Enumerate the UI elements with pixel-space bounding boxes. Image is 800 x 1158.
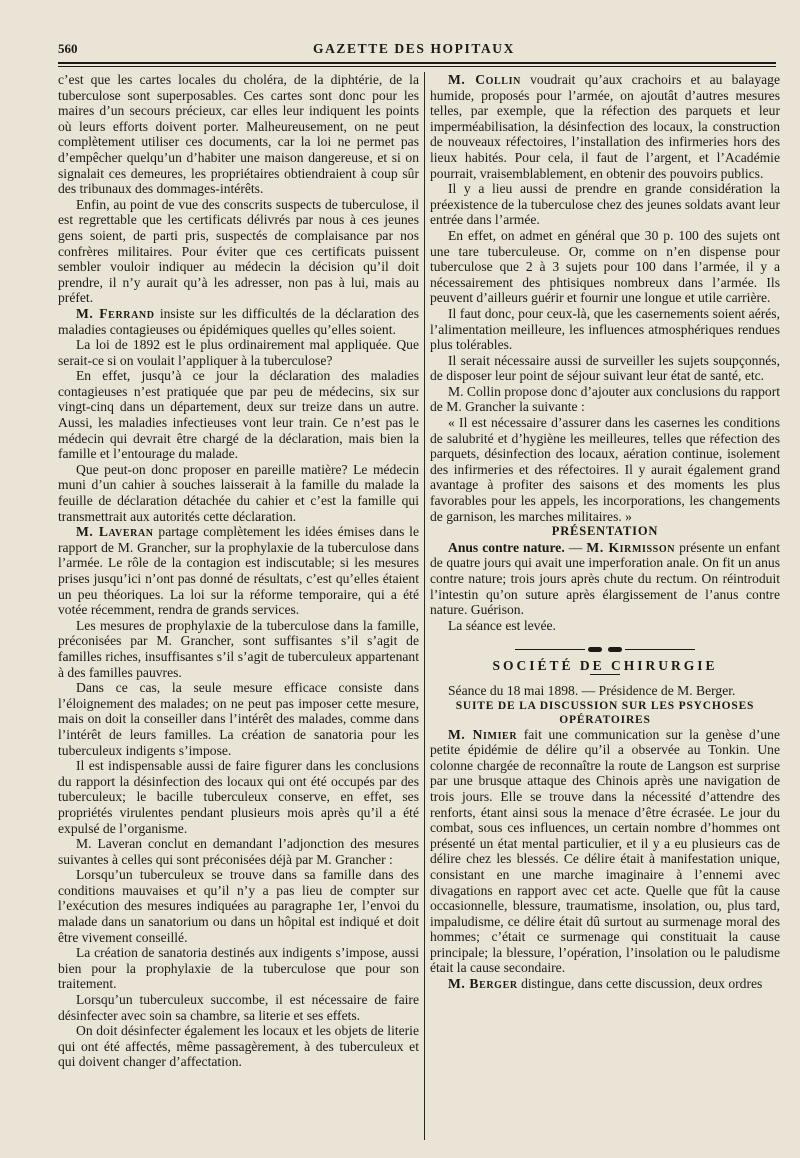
entry-title: Anus contre nature. xyxy=(448,539,565,555)
ornament-dot xyxy=(608,647,622,652)
paragraph: En effet, on admet en général que 30 p. 100 des sujets ont une tare tuberculeuse. Or, comme on n’en dispense pour tuberculose que 2 à 3 sujets pour 100 dans l’armée, il y a nécessairement des phtisiques nombreux dans l’armée. Ils peuvent d’ailleurs guérir et fournir une longue et utile carrière. xyxy=(430,227,780,306)
speaker-name: M. Laveran xyxy=(76,524,154,540)
paragraph: Dans ce cas, la seule mesure efficace consiste dans l’éloignement des malades; on ne peut pas imposer cette mesure, mais on doit la conseiller dans l’intérêt des malades, comme dans l’intérêt de leurs familles. La création de sanatoria pour les tuberculeux indigents s’impose. xyxy=(58,680,419,758)
paragraph-text: voudrait qu’aux crachoirs et au balayage humide, proposés pour l’armée, on ajoutât d’autres mesures telles, par exemple, que la réfection des parquets et leur imperméabilisation, la désinfection des locaux, la construction de nouveaux réfectoires, l’installation des infirmeries hors des lieux habités. Pour cela, il faut de l’argent, et l’Académie pourrait, vraisemblablement, en obtenir des pouvoirs publics. xyxy=(430,72,780,181)
short-rule xyxy=(590,674,620,675)
speaker-name: M. Kirmisson xyxy=(586,539,676,555)
speaker-name: M. Berger xyxy=(448,976,518,992)
paragraph: La loi de 1892 est le plus ordinairement mal appliquée. Que serait-ce si on voulait l’appliquer à la tuberculose? xyxy=(58,337,419,368)
paragraph: c’est que les cartes locales du choléra, de la diphtérie, de la tuberculose sont superposables. Ces cartes sont donc pour les maires d’un secours précieux, car elles leur indiquent les points où leurs efforts doivent porter. Malheureusement, on ne peut complètement utiliser ces documents, car la loi ne permet pas d’empêcher quelqu’un d’habiter une maison dangereuse, et si on signalait ces demeures, les propriétaires obtiendraient à coup sûr des tribunaux des dommages-intérêts. xyxy=(58,72,419,197)
society-heading: SOCIÉTÉ DE CHIRURGIE xyxy=(492,658,718,674)
titled-paragraph: Anus contre nature. — M. Kirmisson présente un enfant de quatre jours qui avait une imperforation anale. On fit un anus contre nature; trois jours après chute du rectum. On réintroduit l’intestin qu’on suture après élargissement de l’anus contre nature. Guérison. xyxy=(430,539,780,618)
ornament-line xyxy=(515,649,585,650)
header-rule-thin xyxy=(58,66,776,67)
paragraph: Il serait nécessaire aussi de surveiller les sujets soupçonnés, de disposer leur point de séjour suivant leur état de santé, etc. xyxy=(430,352,780,384)
speaker-paragraph xyxy=(58,524,419,618)
paragraph-text: présente un enfant de quatre jours qui avait une imperforation anale. On fit un anus contre nature; trois jours après chute du rectum. On réintroduit l’intestin qu’on suture après élargissement de l’anus contre nature. Guérison. xyxy=(430,539,780,618)
left-column xyxy=(58,72,419,1140)
paragraph: Lorsqu’un tuberculeux succombe, il est nécessaire de faire désinfecter avec soin sa chambre, sa literie et ses effets. xyxy=(58,992,419,1023)
right-column xyxy=(430,72,780,1140)
paragraph: Enfin, au point de vue des conscrits suspects de tuberculose, il est regrettable que les certificats délivrés par nous à ces jeunes gens soient, de parti pris, suspectés de complaisance par nos confrères militaires. Pour éviter que ces certificats puissent sembler vouloir indiquer au médecin la décision qu’il doit prendre, il n’y aurait qu’à les adresser, non pas à lui, mais au préfet. xyxy=(58,196,419,306)
paragraph: Les mesures de prophylaxie de la tuberculose dans la famille, préconisées par M. Grancher, sont suffisantes s’il s’agit de familles riches, insuffisantes s’il s’agit de tuberculeux appartenant à des familles pauvres. xyxy=(58,617,419,680)
paragraph: M. Laveran conclut en demandant l’adjonction des mesures suivantes à celles qui sont préconisées déjà par M. Grancher : xyxy=(58,836,419,867)
page-header xyxy=(58,34,770,64)
speaker-paragraph xyxy=(430,727,780,977)
paragraph: En effet, jusqu’à ce jour la déclaration des maladies contagieuses n’est pratiquée que par peu de médecins, six sur vingt-cinq dans un département, deux sur treize dans un autre. Aussi, les maladies infectieuses vont leur train. Ce n’est pas le médecin qui devrait être chargé de la déclaration, mais bien la famille et l’entourage du malade. xyxy=(58,368,419,462)
ornament-divider xyxy=(430,647,780,652)
paragraph: Il y a lieu aussi de prendre en grande considération la préexistence de la tuberculose chez des jeunes soldats avant leur entrée dans l’armée. xyxy=(430,181,780,228)
ornament-line xyxy=(625,649,695,650)
paragraph: M. Collin propose donc d’ajouter aux conclusions du rapport de M. Grancher la suivante : xyxy=(430,383,780,415)
speaker-name: M. Ferrand xyxy=(76,305,155,321)
discussion-subheading: SUITE DE LA DISCUSSION SUR LES PSYCHOSES OPÉRATOIRES xyxy=(455,699,755,726)
speaker-paragraph xyxy=(58,306,419,337)
paragraph-text: partage complètement les idées émises dans le rapport de M. Grancher, sur la prophylaxie de la tuberculose dans l’armée. Le rôle de la contagion est indiscutable; si les mesures prises jusqu’ici n’ont pas donné de résultats, c’est qu’elles étaient un peu théoriques. La loi sur la réforme temporaire, qui a été votée récemment, rendra de grands services. xyxy=(58,524,419,618)
header-rule-thick xyxy=(58,62,776,64)
paragraph: Que peut-on donc proposer en pareille matière? Le médecin muni d’un cahier à souches laisserait à la famille du malade la feuille de déclaration détachée du cahier et c’est la famille qui transmettrait aux autorités cette déclaration. xyxy=(58,461,419,524)
ornament-dot xyxy=(588,647,602,652)
paragraph: La création de sanatoria destinés aux indigents s’impose, aussi bien pour la prophylaxie de la tuberculose que pour son traitement. xyxy=(58,945,419,992)
speaker-name: M. Nimier xyxy=(448,726,518,742)
paragraph-text: insiste sur les difficultés de la déclaration des maladies contagieuses ou épidémiques quelles qu’elles soient. xyxy=(58,305,419,337)
column-divider xyxy=(424,72,425,1140)
paragraph: On doit désinfecter également les locaux et les objets de literie qui ont été affectés, même passagèrement, à des tuberculeux et qui doivent changer d’affectation. xyxy=(58,1023,419,1070)
speaker-name: M. Collin xyxy=(448,72,521,87)
paragraph: La séance est levée. xyxy=(448,617,556,633)
paragraph: Il faut donc, pour ceux-là, que les casernements soient aérés, l’alimentation meilleure, les influences atmosphériques rendues plus tolérables. xyxy=(430,305,780,353)
paragraph: Séance du 18 mai 1898. — Présidence de M. Berger. xyxy=(448,682,736,698)
paragraph-text: fait une communication sur la genèse d’une petite épidémie de délire qu’il a observée au Tonkin. Une colonne chargée de reconnaître la route de Langson est surprise par une brusque attaque des Chinois après une navigation de trois jours. Elle se trouve dans la nécessité d’attendre des renforts, étant ainsi sous la menace d’être écrasée. Le jour du combat, sous ces influences, un certain nombre d’hommes ont présenté un état mental particulier, et il y a eu plusieurs cas de délire chez les blessés. Ce délire était à manifestation unique, consistant en une marche imaginaire à l’ennemi avec divagations en rapport avec cet acte. Quelle que fût la cause occasionnelle, blessure, traumatisme, insolation, ou, plus tard, impaludisme, ce délire était dû surtout au surmenage moral des hommes; c’était ce surmenage qui constituait la cause principale; la blessure, l’opération, l’insolation ou le paludisme était la cause secondaire. xyxy=(430,726,780,976)
speaker-paragraph xyxy=(430,72,780,181)
paragraph: « Il est nécessaire d’assurer dans les casernes les conditions de salubrité et d’hygiène les meilleures, telles que réfection des parquets, désinfection des locaux, aération continue, isolement des infirmeries et des réfectoires. Il y aurait également grand avantage à profiter des saisons et des moments les plus favorables pour les appels, les incorporations, les changements de garnison, les marches militaires. » xyxy=(430,415,780,524)
paragraph: Il est indispensable aussi de faire figurer dans les conclusions du rapport la désinfection des locaux qui ont été occupés par des tuberculeux; le bacille tuberculeux conserve, en effet, ses propriétés virulentes pendant plusieurs mois après qu’il a été expulsé de l’organisme. xyxy=(58,758,419,836)
paragraph: Lorsqu’un tuberculeux se trouve dans sa famille dans des conditions mauvaises et qu’il n’y a pas lieu de compter sur l’exécution des mesures indiquées au paragraphe 1er, l’envoi du malade dans un sanatorium ou dans un hôpital est indiqué et doit être vivement conseillé. xyxy=(58,867,419,945)
section-heading: PRÉSENTATION xyxy=(551,524,659,539)
running-title: GAZETTE DES HOPITAUX xyxy=(312,41,516,56)
paragraph-text: distingue, dans cette discussion, deux ordres xyxy=(521,976,763,992)
speaker-paragraph xyxy=(430,976,780,992)
page-number: 560 xyxy=(58,41,78,56)
